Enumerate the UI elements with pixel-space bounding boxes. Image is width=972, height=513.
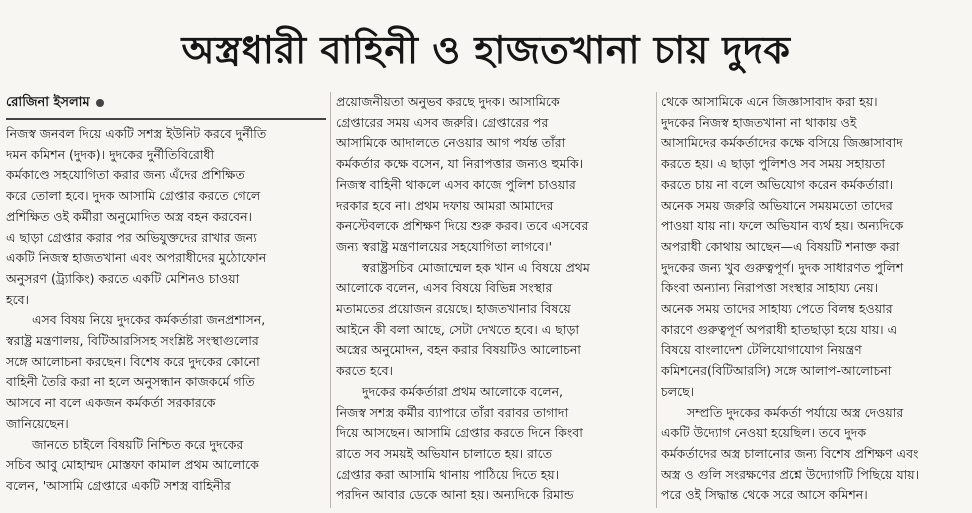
text-line: বাহিনী তৈরি করা না হলে অনুসন্ধান কাজকর্মে গতি bbox=[6, 374, 255, 390]
text-line: অস্ত্র ও গুলি সংরক্ষণের প্রশ্নে উদ্যোগটি পিছিয়ে যায়। bbox=[661, 466, 920, 482]
column-separator bbox=[656, 92, 657, 508]
text-line: অনেক সময় জরুরি অভিযানে সময়মতো তাদের bbox=[661, 197, 893, 213]
text-line: সচিব আবু মোহাম্মদ মোস্তফা কামাল প্রথম আলোকে bbox=[6, 457, 259, 473]
text-line: নিজস্ব বাহিনী থাকলে এসব কাজে পুলিশ চাওয়ার bbox=[336, 176, 576, 192]
text-line: গ্রেপ্তার করা আসামি থানায় পাঠিয়ে দিতে হয়। bbox=[336, 466, 560, 482]
text-line: করতে চায় না বলে অভিযোগ করেন কর্মকর্তারা। bbox=[661, 176, 894, 192]
text-line: জানিয়েছেন। bbox=[6, 415, 69, 431]
text-line: দুদকের নিজস্ব হাজতখানা না থাকায় ওই bbox=[661, 114, 857, 130]
byline-author: রোজিনা ইসলাম bbox=[6, 95, 90, 110]
byline bbox=[6, 92, 326, 114]
text-line: কারণে গুরুত্বপূর্ণ অপরাধী হাতছাড়া হয়ে যায়। এ bbox=[661, 321, 898, 337]
text-line: সম্প্রতি দুদকের কর্মকর্তা পর্যায়ে অস্ত্র দেওয়ার bbox=[687, 404, 904, 420]
text-line: চলছে। bbox=[661, 383, 695, 399]
text-line: জন্য স্বরাষ্ট্র মন্ত্রণালয়ের সহযোগিতা লাগবে।' bbox=[336, 238, 553, 254]
text-line: গ্রেপ্তারের সময় এসব জরুরি। গ্রেপ্তারের পর bbox=[336, 114, 549, 130]
text-line: কর্মকর্তার কক্ষে বসেন, যা নিরাপত্তার জন্যও হুমকি। bbox=[336, 156, 584, 172]
text-line: বিষয়ে বাংলাদেশ টেলিযোগাযোগ নিয়ন্ত্রণ bbox=[661, 342, 862, 358]
text-line: অপরাধী কোথায় আছেন—এ বিষয়টি শনাক্ত করা bbox=[661, 238, 900, 254]
text-line: অনুসরণ (ট্র্যাকিং) করতে একটি মেশিনও চাওয়া bbox=[6, 270, 240, 286]
text-line: প্রশিক্ষিত ওই কর্মীরা অনুমোদিত অস্ত্র বহন করবেন। bbox=[6, 208, 253, 224]
text-line: কনস্টেবলকে প্রশিক্ষণ দিয়ে শুরু করব। তবে এসবের bbox=[336, 218, 589, 234]
text-line: স্বরাষ্ট্র মন্ত্রণালয়, বিটিআরসিসহ সংশ্লিষ্ট সংস্থাগুলোর bbox=[6, 333, 259, 349]
text-line: স্বরাষ্ট্রসচিব মোজাম্মেল হক খান এ বিষয়ে প্রথম bbox=[362, 259, 590, 275]
text-line: একটি নিজস্ব হাজতখানা এবং অপরাধীদের মুঠোফোন bbox=[6, 250, 267, 266]
text-line: আইনে কী বলা আছে, সেটা দেখতে হবে। এ ছাড়া bbox=[336, 321, 580, 337]
text-line: আসবে না বলে একজন কর্মকর্তা সরকারকে bbox=[6, 395, 216, 411]
text-line: দিয়ে আসছেন। আসামি গ্রেপ্তার করতে দিনে কিংবা bbox=[336, 425, 583, 441]
article-column-1 bbox=[6, 124, 326, 508]
text-line: একটি উদ্যোগ নেওয়া হয়েছিল। তবে দুদক bbox=[661, 425, 867, 441]
text-line: দরকার হবে না। প্রথম দফায় আমরা আমাদের bbox=[336, 197, 554, 213]
text-line: অস্ত্রের অনুমোদন, বহন করার বিষয়টিও আলোচনা bbox=[336, 342, 581, 358]
text-line: দমন কমিশন (দুদক)। দুদকের দুর্নীতিবিরোধী bbox=[6, 146, 215, 162]
text-line: পরে ওই সিদ্ধান্ত থেকে সরে আসে কমিশন। bbox=[661, 487, 868, 503]
text-line: কিংবা অন্যান্য নিরাপত্তা সংস্থার সাহায্য নেয়। bbox=[661, 280, 879, 296]
text-line: দুদকের জন্য খুব গুরুত্বপূর্ণ। দুদক সাধারণত পুলিশ bbox=[661, 259, 904, 275]
text-line: কর্মকাণ্ডে সহযোগিতা করার জন্য এঁদের প্রশিক্ষিত bbox=[6, 167, 245, 183]
text-line: পাওয়া যায় না। ফলে অভিযান ব্যর্থ হয়। অন্যদিকে bbox=[661, 218, 904, 234]
article-column-2 bbox=[336, 92, 652, 508]
text-line: নিজস্ব সশস্ত্র কর্মীর ব্যাপারে তাঁরা বরাবর তাগাদা bbox=[336, 404, 569, 420]
column-separator bbox=[330, 92, 331, 508]
text-line: হবে। bbox=[6, 291, 30, 307]
text-line: নিজস্ব জনবল দিয়ে একটি সশস্ত্র ইউনিট করবে দুর্নীতি bbox=[6, 126, 267, 141]
text-line: আসামিকে আদালতে নেওয়ার আগ পর্যন্ত তাঁরা bbox=[336, 135, 566, 151]
text-line: করতে হবে। bbox=[336, 363, 394, 379]
headline: অস্ত্রধারী বাহিনী ও হাজতখানা চায় দুদক bbox=[181, 28, 791, 72]
text-line: পরদিন আবার ডেকে আনা হয়। অন্যদিকে রিমান্ড bbox=[336, 487, 574, 503]
text-line: করে তোলা হবে। দুদক আসামি গ্রেপ্তার করতে গেলে bbox=[6, 188, 261, 204]
text-line: সঙ্গে আলোচনা করছেন। বিশেষ করে দুদকের কোনো bbox=[6, 353, 260, 369]
bullet-icon bbox=[96, 99, 104, 107]
text-line: এসব বিষয় নিয়ে দুদকের কর্মকর্তারা জনপ্রশাসন, bbox=[32, 312, 266, 328]
text-line: এ ছাড়া গ্রেপ্তার করার পর অভিযুক্তদের রাখার জন্য bbox=[6, 229, 257, 245]
text-line: রাতে সব সময়ই অভিযান চালাতে হয়। রাতে bbox=[336, 445, 553, 461]
text-line: জানতে চাইলে বিষয়টি নিশ্চিত করে দুদকের bbox=[32, 436, 244, 452]
article-column-3 bbox=[661, 92, 967, 508]
text-line: অনেক সময় তাদের সাহায্য পেতে বিলম্ব হওয়ার bbox=[661, 301, 893, 317]
text-line: বলেন, 'আসামি গ্রেপ্তারে একটি সশস্ত্র বাহিনীর bbox=[6, 477, 231, 493]
text-line: থেকে আসামিকে এনে জিজ্ঞাসাবাদ করা হয়। bbox=[661, 94, 878, 109]
text-line: কর্মকর্তাদের অস্ত্র চালানোর জন্য বিশেষ প্রশিক্ষণ এবং bbox=[661, 445, 919, 461]
text-line: করতে হয়। এ ছাড়া পুলিশও সব সময় সহায়তা bbox=[661, 156, 886, 172]
text-line: আসামিদের কর্মকর্তাদের কক্ষে বসিয়ে জিজ্ঞাসাবাদ bbox=[661, 135, 903, 151]
text-line: আলোকে বলেন, এসব বিষয়ে বিভিন্ন সংস্থার bbox=[336, 280, 553, 296]
text-line: দুদকের কর্মকর্তারা প্রথম আলোকে বলেন, bbox=[362, 383, 564, 399]
byline-rule bbox=[6, 118, 326, 120]
text-line: মতামতের প্রয়োজন রয়েছে। হাজতখানার বিষয়ে bbox=[336, 301, 571, 317]
text-line: কমিশনের(বিটিআরসি) সঙ্গে আলাপ-আলোচনা bbox=[661, 363, 892, 379]
text-line: প্রয়োজনীয়তা অনুভব করছে দুদক। আসামিকে bbox=[336, 94, 560, 109]
